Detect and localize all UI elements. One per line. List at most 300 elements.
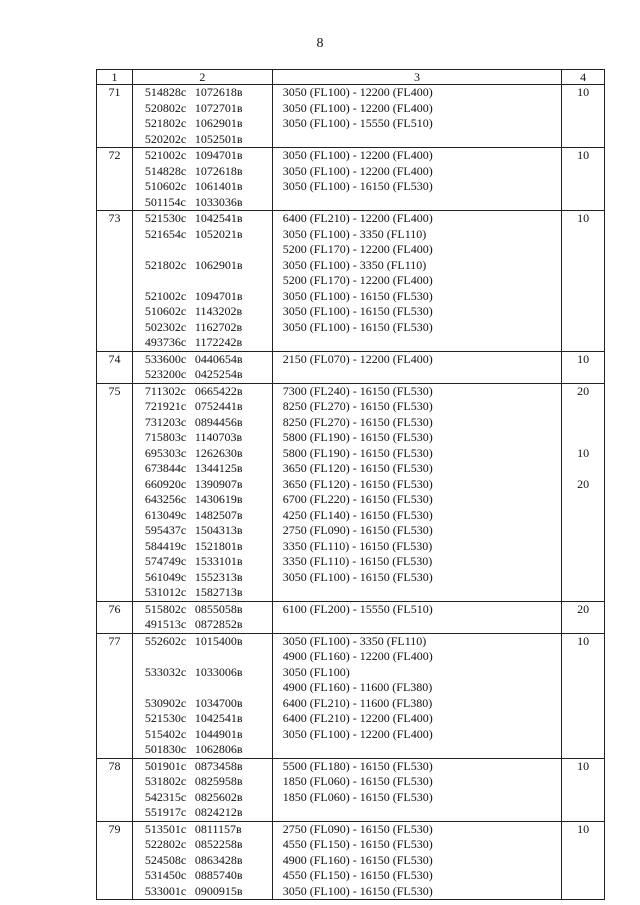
value <box>562 179 604 195</box>
altitude-range <box>283 335 561 351</box>
altitude-range: 3050 (FL100) - 3350 (FL110) <box>282 226 427 241</box>
value <box>562 227 604 243</box>
value <box>562 430 604 446</box>
latitude: 520802с <box>144 100 187 115</box>
altitude-range: 4550 (FL150) - 16150 (FL530) <box>282 868 433 882</box>
value <box>562 508 604 524</box>
longitude: 1521801в <box>194 538 243 553</box>
value-cell <box>562 633 605 758</box>
altitude-range: 3050 (FL100) - 3350 (FL110) <box>282 257 427 272</box>
altitude-range: 3050 (FL100) - 16150 (FL530) <box>282 304 433 318</box>
latitude: 530902с <box>144 695 187 710</box>
coordinate-line <box>145 116 272 132</box>
table-row <box>97 601 605 633</box>
longitude: 1552313в <box>194 569 243 584</box>
value <box>562 164 604 180</box>
coordinates-cell <box>132 351 272 383</box>
row-number: 76 <box>97 601 133 633</box>
value: 10 <box>577 633 590 648</box>
value-cell <box>562 148 605 211</box>
column-header-4: 4 <box>562 70 605 85</box>
coordinate-line <box>145 179 272 195</box>
longitude: 1062901в <box>194 257 243 272</box>
latitude: 561049с <box>144 569 187 584</box>
altitude-range: 3650 (FL120) - 16150 (FL530) <box>282 461 433 475</box>
longitude: 1430619в <box>194 492 243 506</box>
altitude-range: 8250 (FL270) - 16150 (FL530) <box>282 399 433 413</box>
coordinate-line <box>145 477 272 493</box>
coordinate-line <box>145 853 272 869</box>
altitude-range: 3050 (FL100) - 15550 (FL510) <box>282 116 433 130</box>
value <box>562 554 604 570</box>
longitude: 0752441в <box>194 399 243 413</box>
coordinates-cell <box>132 601 272 633</box>
latitude: 643256с <box>144 492 187 506</box>
value <box>562 696 604 712</box>
value-cell <box>562 211 605 352</box>
value <box>562 805 604 821</box>
latitude: 731203с <box>144 414 187 429</box>
latitude: 574749с <box>144 554 187 568</box>
coordinate-line <box>145 211 272 227</box>
altitude-range-cell <box>272 758 561 821</box>
value: 10 <box>577 351 590 366</box>
value: 20 <box>577 601 590 616</box>
altitude-range: 3050 (FL100) - 16150 (FL530) <box>282 883 433 898</box>
value <box>562 884 604 900</box>
value <box>562 399 604 415</box>
longitude: 0825958в <box>194 774 243 788</box>
altitude-range <box>283 367 561 383</box>
altitude-range: 3050 (FL100) - 16150 (FL530) <box>282 319 433 334</box>
row-number: 73 <box>97 211 133 352</box>
value <box>562 711 604 727</box>
latitude: 711302с <box>144 383 186 398</box>
value-cell <box>562 601 605 633</box>
longitude: 0894456в <box>194 414 243 429</box>
altitude-range: 4900 (FL160) - 11600 (FL380) <box>282 680 433 694</box>
latitude: 551917с <box>144 805 187 819</box>
row-number: 75 <box>97 383 133 601</box>
value <box>562 242 604 258</box>
latitude: 501830с <box>144 742 187 756</box>
table-row <box>97 211 605 352</box>
altitude-range: 3350 (FL110) - 16150 (FL530) <box>282 554 433 568</box>
coordinate-line <box>145 430 272 446</box>
value <box>562 853 604 869</box>
altitude-range: 4550 (FL150) - 16150 (FL530) <box>282 837 433 851</box>
altitude-range: 3650 (FL120) - 16150 (FL530) <box>282 476 433 491</box>
coordinate-line <box>145 868 272 884</box>
longitude: 1042541в <box>194 711 243 725</box>
altitude-range: 6100 (FL200) - 15550 (FL510) <box>282 601 433 616</box>
value <box>562 649 604 665</box>
altitude-range-cell <box>272 633 561 758</box>
coordinate-line <box>145 85 272 101</box>
longitude: 1062806в <box>194 742 243 756</box>
altitude-range: 3050 (FL100) <box>282 664 350 679</box>
row-number: 74 <box>97 351 133 383</box>
value <box>562 585 604 601</box>
value <box>562 273 604 289</box>
altitude-range: 3050 (FL100) - 12200 (FL400) <box>282 163 433 178</box>
latitude: 514828с <box>144 163 187 178</box>
table-row <box>97 821 605 900</box>
value <box>562 570 604 586</box>
latitude: 715803с <box>144 430 187 444</box>
value: 20 <box>577 383 590 398</box>
coordinate-line <box>145 132 272 148</box>
latitude: 533001с <box>144 883 187 898</box>
altitude-range <box>283 585 561 601</box>
altitude-range: 7300 (FL240) - 16150 (FL530) <box>282 383 433 398</box>
latitude: 521654с <box>144 226 187 241</box>
value: 10 <box>577 148 590 162</box>
latitude: 522802с <box>144 837 187 851</box>
altitude-range: 3050 (FL100) - 12200 (FL400) <box>282 148 433 162</box>
coordinate-line <box>145 367 272 383</box>
coordinate-line <box>145 805 272 821</box>
latitude: 524508с <box>144 852 187 867</box>
value <box>562 790 604 806</box>
coordinate-line <box>145 774 272 790</box>
coordinate-line <box>145 585 272 601</box>
altitude-range: 6400 (FL210) - 11600 (FL380) <box>282 695 433 710</box>
value-cell <box>562 758 605 821</box>
value-cell <box>562 85 605 148</box>
coordinate-line <box>145 352 272 368</box>
longitude: 0440654в <box>194 351 243 366</box>
latitude: 501154с <box>144 194 186 209</box>
coordinate-line <box>145 101 272 117</box>
coordinate-line <box>145 415 272 431</box>
latitude: 552602с <box>144 633 187 648</box>
coordinate-line <box>145 164 272 180</box>
coordinate-line <box>145 790 272 806</box>
longitude: 0863428в <box>194 852 243 867</box>
latitude: 502302с <box>144 319 187 334</box>
latitude: 510602с <box>144 304 187 318</box>
altitude-range: 3050 (FL100) - 12200 (FL400) <box>282 726 433 741</box>
coordinate-line <box>145 837 272 853</box>
latitude: 523200с <box>144 367 187 381</box>
latitude: 520202с <box>144 131 187 146</box>
latitude: 660920с <box>144 476 187 491</box>
altitude-range: 6700 (FL220) - 16150 (FL530) <box>282 492 433 506</box>
value <box>562 304 604 320</box>
value <box>562 774 604 790</box>
latitude: 542315с <box>144 789 187 804</box>
altitude-range: 3050 (FL100) - 3350 (FL110) <box>282 633 427 648</box>
latitude: 521002с <box>144 288 187 303</box>
altitude-range: 3050 (FL100) - 16150 (FL530) <box>282 569 433 584</box>
coordinate-line <box>145 570 272 586</box>
table-row <box>97 383 605 601</box>
altitude-range <box>283 805 561 821</box>
longitude: 1042541в <box>194 211 243 225</box>
altitude-range: 4900 (FL160) - 16150 (FL530) <box>282 852 433 867</box>
altitude-range: 1850 (FL060) - 16150 (FL530) <box>282 774 433 788</box>
altitude-range: 1850 (FL060) - 16150 (FL530) <box>282 789 433 804</box>
value <box>562 415 604 431</box>
coordinates-cell <box>132 211 272 352</box>
value-cell <box>562 821 605 900</box>
latitude: 510602с <box>144 179 187 193</box>
value <box>562 289 604 305</box>
coordinate-line <box>145 884 272 900</box>
altitude-range: 2750 (FL090) - 16150 (FL530) <box>282 821 433 836</box>
longitude: 1033036в <box>194 194 243 209</box>
value <box>562 837 604 853</box>
latitude: 515802с <box>144 601 187 616</box>
value <box>562 665 604 681</box>
longitude: 1533101в <box>194 554 243 568</box>
altitude-range: 5500 (FL180) - 16150 (FL530) <box>282 758 433 773</box>
longitude: 1044901в <box>194 726 243 741</box>
altitude-range: 3350 (FL110) - 16150 (FL530) <box>282 538 433 553</box>
latitude: 521530с <box>144 211 187 225</box>
latitude: 491513с <box>144 617 187 631</box>
altitude-range: 5200 (FL170) - 12200 (FL400) <box>282 242 433 256</box>
longitude: 0425254в <box>194 367 243 381</box>
latitude: 531450с <box>144 868 187 882</box>
coordinate-line <box>145 227 272 243</box>
value <box>562 492 604 508</box>
altitude-range-cell <box>272 601 561 633</box>
row-number: 77 <box>97 633 133 758</box>
coordinate-line <box>145 727 272 743</box>
value: 10 <box>577 211 590 225</box>
longitude: 0852258в <box>194 837 243 851</box>
coordinate-line <box>145 696 272 712</box>
coordinate-line <box>145 523 272 539</box>
coordinate-line <box>145 320 272 336</box>
longitude: 0824212в <box>194 805 243 819</box>
altitude-range-cell <box>272 383 561 601</box>
coordinate-line <box>145 399 272 415</box>
altitude-range-cell <box>272 821 561 900</box>
row-number: 72 <box>97 148 133 211</box>
coordinates-cell <box>132 383 272 601</box>
value: 20 <box>577 476 590 491</box>
altitude-range: 4900 (FL160) - 12200 (FL400) <box>282 649 433 663</box>
altitude-range: 6400 (FL210) - 12200 (FL400) <box>282 211 433 225</box>
longitude: 1015400в <box>194 633 243 648</box>
coordinate-line <box>145 242 272 258</box>
longitude: 1052501в <box>194 131 243 146</box>
value: 10 <box>577 85 590 99</box>
latitude: 595437с <box>144 523 187 537</box>
value <box>562 680 604 696</box>
table-row <box>97 758 605 821</box>
latitude: 515402с <box>144 726 187 741</box>
altitude-range <box>283 195 561 211</box>
coordinate-line <box>145 289 272 305</box>
longitude: 0885740в <box>194 868 243 882</box>
longitude: 0665422в <box>194 383 243 398</box>
altitude-range: 8250 (FL270) - 16150 (FL530) <box>282 414 433 429</box>
coordinate-line <box>145 602 272 618</box>
longitude: 1052021в <box>194 226 243 241</box>
value <box>562 132 604 148</box>
coordinate-line <box>145 665 272 681</box>
value <box>562 617 604 633</box>
coordinate-line <box>145 822 272 838</box>
value <box>562 258 604 274</box>
coordinate-line <box>145 492 272 508</box>
longitude: 0855058в <box>194 601 243 616</box>
altitude-range-cell <box>272 85 561 148</box>
coordinate-line <box>145 680 272 696</box>
coordinate-line <box>145 446 272 462</box>
value <box>562 727 604 743</box>
coordinate-line <box>145 634 272 650</box>
longitude: 1143202в <box>194 304 243 318</box>
coordinate-line <box>145 335 272 351</box>
longitude: 1262630в <box>194 445 243 460</box>
coordinate-line <box>145 617 272 633</box>
longitude: 1504313в <box>194 523 243 537</box>
coordinate-line <box>145 384 272 400</box>
latitude: 531012с <box>144 585 187 599</box>
value <box>562 367 604 383</box>
value <box>562 461 604 477</box>
coordinate-line <box>145 759 272 775</box>
latitude: 531802с <box>144 774 187 788</box>
coordinate-line <box>145 508 272 524</box>
longitude: 1072701в <box>194 100 243 115</box>
value <box>562 742 604 758</box>
latitude: 521802с <box>144 116 187 130</box>
longitude: 0872852в <box>194 617 243 631</box>
value <box>562 101 604 117</box>
altitude-range: 5200 (FL170) - 12200 (FL400) <box>282 273 433 287</box>
altitude-range <box>283 132 561 148</box>
coordinate-line <box>145 554 272 570</box>
longitude: 0825602в <box>194 789 243 804</box>
longitude: 1072618в <box>194 163 243 178</box>
row-number: 71 <box>97 85 133 148</box>
longitude: 1061401в <box>194 179 243 193</box>
altitude-range: 3050 (FL100) - 12200 (FL400) <box>282 100 433 115</box>
table-row <box>97 85 605 148</box>
latitude: 721921с <box>144 399 187 413</box>
value <box>562 320 604 336</box>
longitude: 0900915в <box>194 883 243 898</box>
altitude-range: 2150 (FL070) - 12200 (FL400) <box>282 351 433 366</box>
altitude-range: 6400 (FL210) - 12200 (FL400) <box>282 711 433 725</box>
value <box>562 523 604 539</box>
latitude: 501901с <box>144 758 187 773</box>
value <box>562 539 604 555</box>
coordinate-line <box>145 273 272 289</box>
table-row <box>97 633 605 758</box>
altitude-range-cell <box>272 351 561 383</box>
value: 10 <box>577 821 590 836</box>
altitude-range <box>283 742 561 758</box>
coordinates-cell <box>132 633 272 758</box>
altitude-range <box>283 617 561 633</box>
value <box>562 195 604 211</box>
latitude: 521802с <box>144 257 187 272</box>
altitude-range: 3050 (FL100) - 12200 (FL400) <box>282 85 433 99</box>
longitude: 1140703в <box>194 430 243 444</box>
value <box>562 868 604 884</box>
altitude-range: 4250 (FL140) - 16150 (FL530) <box>282 507 433 522</box>
longitude: 1162702в <box>194 319 243 334</box>
longitude: 1094701в <box>194 288 243 303</box>
altitude-range: 2750 (FL090) - 16150 (FL530) <box>282 523 433 537</box>
longitude: 1344125в <box>194 461 243 475</box>
coordinates-cell <box>132 821 272 900</box>
value <box>562 335 604 351</box>
longitude: 0811157в <box>194 821 242 836</box>
latitude: 521002с <box>144 148 187 162</box>
value: 10 <box>577 445 590 460</box>
latitude: 584419с <box>144 538 187 553</box>
coordinate-line <box>145 711 272 727</box>
latitude: 673844с <box>144 461 187 475</box>
value <box>562 116 604 132</box>
row-number: 79 <box>97 821 133 900</box>
column-header-3: 3 <box>272 70 561 85</box>
longitude: 1390907в <box>194 476 243 491</box>
coordinate-line <box>145 461 272 477</box>
latitude: 514828с <box>144 85 187 99</box>
longitude: 1172242в <box>194 335 243 349</box>
latitude: 695303с <box>144 445 187 460</box>
column-header-1: 1 <box>97 70 133 85</box>
longitude: 1034700в <box>194 695 243 710</box>
value: 10 <box>577 758 590 773</box>
altitude-range: 5800 (FL190) - 16150 (FL530) <box>282 445 433 460</box>
latitude: 513501с <box>144 821 187 836</box>
coordinate-line <box>145 195 272 211</box>
latitude: 533032с <box>144 664 187 679</box>
coordinate-line <box>145 649 272 665</box>
table-row <box>97 351 605 383</box>
longitude: 1072618в <box>194 85 243 99</box>
longitude: 1094701в <box>194 148 243 162</box>
coordinate-line <box>145 258 272 274</box>
value-cell <box>562 351 605 383</box>
coordinate-line <box>145 742 272 758</box>
altitude-range: 5800 (FL190) - 16150 (FL530) <box>282 430 433 444</box>
longitude: 1482507в <box>194 507 243 522</box>
row-number: 78 <box>97 758 133 821</box>
coordinates-table <box>96 69 605 900</box>
latitude: 533600с <box>144 351 187 366</box>
altitude-range-cell <box>272 148 561 211</box>
coordinates-cell <box>132 758 272 821</box>
table-row <box>97 148 605 211</box>
longitude: 1582713в <box>194 585 243 599</box>
latitude: 613049с <box>144 507 187 522</box>
longitude: 1033006в <box>194 664 243 679</box>
table-header-row <box>97 70 605 85</box>
coordinates-cell <box>132 85 272 148</box>
altitude-range: 3050 (FL100) - 16150 (FL530) <box>282 179 433 193</box>
page-number: 8 <box>316 36 324 51</box>
value-cell <box>562 383 605 601</box>
coordinate-line <box>145 304 272 320</box>
longitude: 1062901в <box>194 116 243 130</box>
altitude-range-cell <box>272 211 561 352</box>
longitude: 0873458в <box>194 758 243 773</box>
column-header-2: 2 <box>132 70 272 85</box>
latitude: 493736с <box>144 335 187 349</box>
coordinates-cell <box>132 148 272 211</box>
